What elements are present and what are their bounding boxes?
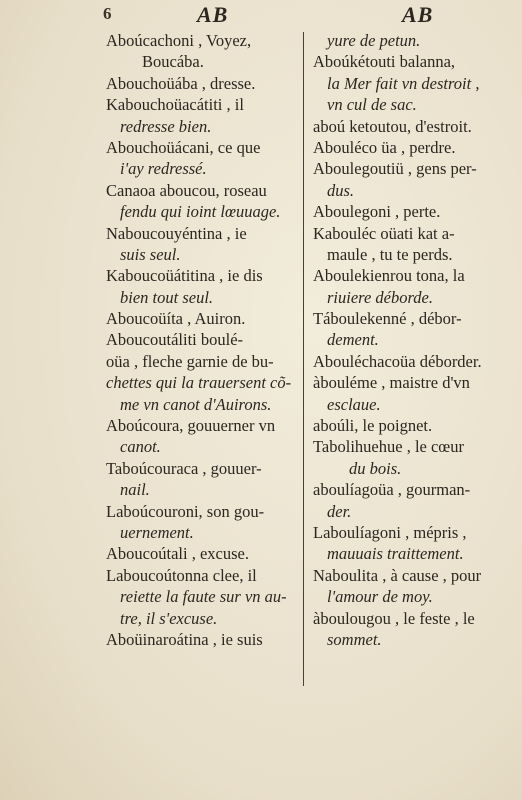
dictionary-line: Aboulegoni , perte. xyxy=(313,202,441,222)
dictionary-line: Laboucoútonna clee, il xyxy=(106,565,257,585)
dictionary-line: dement. xyxy=(327,330,379,350)
dictionary-line: Tabolihuehue , le cœur xyxy=(313,437,464,457)
dictionary-line: du bois. xyxy=(349,458,402,478)
dictionary-line: reiette la faute sur vn au- xyxy=(120,587,287,607)
dictionary-line: oüa , fleche garnie de bu- xyxy=(106,351,274,371)
dictionary-line: vn cul de sac. xyxy=(327,95,417,115)
dictionary-line: Kaboucoüátitina , ie dis xyxy=(106,266,263,286)
dictionary-line: Kabouléc oüati kat a- xyxy=(313,223,455,243)
dictionary-line: esclaue. xyxy=(327,394,381,414)
page-number: 6 xyxy=(103,4,112,23)
right-column xyxy=(313,30,513,650)
dictionary-line: la Mer fait vn destroit , xyxy=(327,73,480,93)
dictionary-line: yure de petun. xyxy=(327,31,421,50)
dictionary-line: Taboúcouraca , gouuer- xyxy=(106,458,262,478)
left-column xyxy=(106,30,300,650)
dictionary-line: dus. xyxy=(327,180,355,200)
dictionary-line: Laboúcouroni, son gou- xyxy=(106,501,265,521)
dictionary-line: maule , tu te perds. xyxy=(327,244,453,264)
dictionary-line: der. xyxy=(327,501,352,521)
dictionary-line: Laboulíagoni , mépris , xyxy=(313,522,467,542)
dictionary-line: mauuais traittement. xyxy=(327,544,464,564)
running-head-left: AB xyxy=(197,2,229,27)
dictionary-line: suis seul. xyxy=(120,244,181,264)
dictionary-line: bien tout seul. xyxy=(120,287,214,307)
dictionary-line: Aboulegoutiü , gens per- xyxy=(313,159,477,179)
dictionary-line: Aboúcoura, gouuerner vn xyxy=(106,416,276,436)
dictionary-line: l'amour de moy. xyxy=(327,587,433,607)
dictionary-line: Kabouchoüacátiti , il xyxy=(106,95,244,115)
running-head-right: AB xyxy=(402,2,434,27)
dictionary-line: Aboüinaroátina , ie suis xyxy=(106,629,263,649)
dictionary-line: Aboúkétouti balanna, xyxy=(313,52,456,72)
dictionary-line: nail. xyxy=(120,480,150,500)
dictionary-line: Aboulekienrou tona, la xyxy=(313,266,465,286)
dictionary-line: Aboucoutáliti boulé- xyxy=(106,330,244,350)
dictionary-line: Abouchoüácani, ce que xyxy=(106,137,261,157)
dictionary-line: me vn canot d'Auirons. xyxy=(120,394,272,414)
dictionary-line: aboúli, le poignet. xyxy=(313,416,433,436)
dictionary-line: Naboucouyéntina , ie xyxy=(106,223,247,243)
dictionary-line: Táboulekenné , débor- xyxy=(313,309,462,329)
dictionary-line: sommet. xyxy=(327,629,382,649)
dictionary-line: tre, il s'excuse. xyxy=(120,608,218,628)
dictionary-line: chettes qui la trauersent cõ- xyxy=(106,373,292,393)
dictionary-line: àboulougou , le feste , le xyxy=(313,608,475,628)
dictionary-line: Naboulita , à cause , pour xyxy=(313,565,482,585)
dictionary-line: Boucába. xyxy=(142,52,204,72)
dictionary-line: canot. xyxy=(120,437,161,457)
dictionary-line: i'ay redressé. xyxy=(120,159,207,179)
dictionary-line: Abouchoüába , dresse. xyxy=(106,73,256,93)
dictionary-line: Aboúcachoni , Voyez, xyxy=(106,31,252,50)
dictionary-line: redresse bien. xyxy=(120,116,212,136)
dictionary-line: uernement. xyxy=(120,522,194,542)
dictionary-line: Aboucoüíta , Auiron. xyxy=(106,309,246,329)
dictionary-line: aboú ketoutou, d'estroit. xyxy=(313,116,472,136)
dictionary-line: Abouléchacoüa déborder. xyxy=(313,351,482,371)
dictionary-line: fendu qui ioint lœuuage. xyxy=(120,202,281,222)
column-divider xyxy=(303,32,304,686)
dictionary-line: Abouléco üa , perdre. xyxy=(313,137,456,157)
dictionary-line: Aboucoútali , excuse. xyxy=(106,544,249,564)
dictionary-line: àbouléme , maistre d'vn xyxy=(313,373,470,393)
dictionary-line: Canaoa aboucou, roseau xyxy=(106,180,267,200)
dictionary-line: aboulíagoüa , gourman- xyxy=(313,480,471,500)
dictionary-line: riuiere déborde. xyxy=(327,287,434,307)
